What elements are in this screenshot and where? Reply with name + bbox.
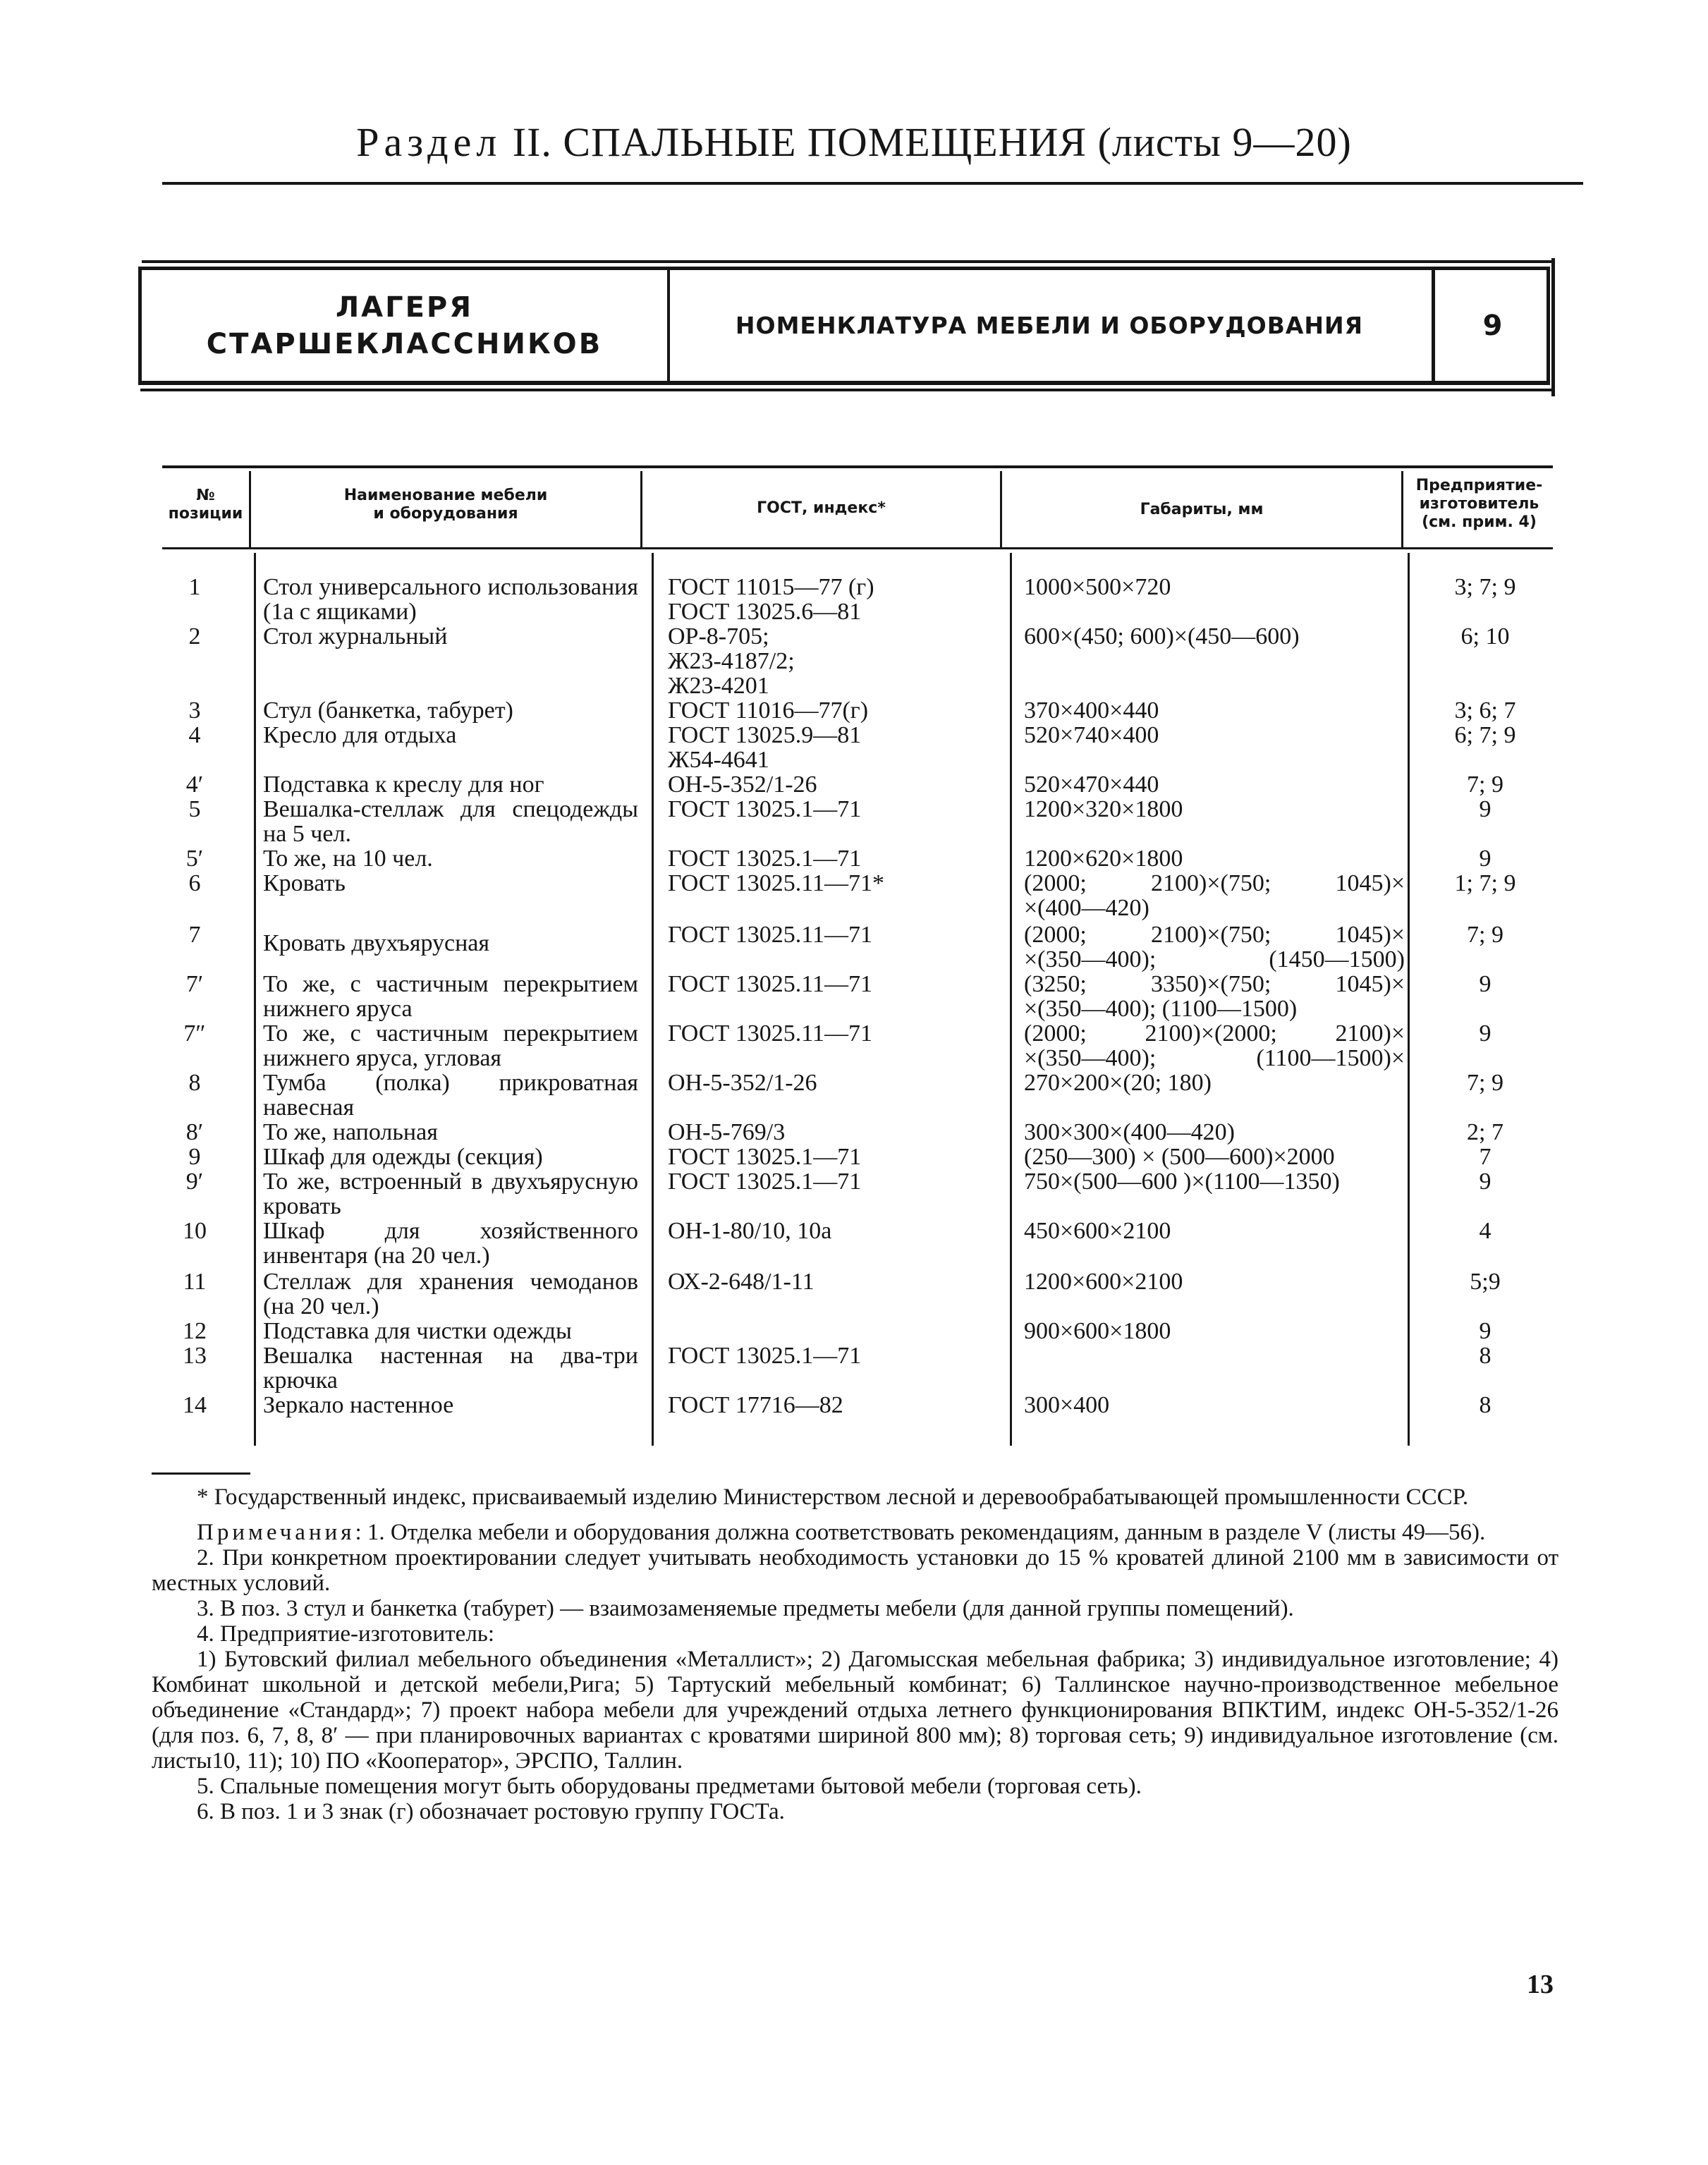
header-box-outer-edge: [1551, 258, 1555, 396]
note-2: 2. При конкретном проектировании следует учитывать необходимость установки до 15 % кроватей длиной 2100 мм в зависимости от местных условий.: [152, 1545, 1558, 1596]
cell-gost: ОХ-2-648/1-11: [668, 1269, 815, 1295]
header-sheet-title: НОМЕНКЛАТУРА МЕБЕЛИ И ОБОРУДОВАНИЯ: [735, 312, 1364, 339]
cell-manufacturer: 7: [1479, 1144, 1492, 1170]
cell-manufacturer: 8: [1479, 1343, 1492, 1369]
cell-dimensions-line: (250—300) × (500—600)×2000: [1024, 1144, 1335, 1170]
section-title: [0, 118, 1708, 166]
cell-position: 2: [188, 623, 201, 650]
cell-dimensions-line: (2000; 2100)×(2000; 2100)×: [1024, 1020, 1405, 1047]
cell-dimensions-line: 1200×600×2100: [1024, 1269, 1183, 1295]
cell-manufacturer: 7; 9: [1467, 1070, 1503, 1096]
cell-name: Стеллаж для хранения чемоданов (на 20 чел.): [263, 1269, 638, 1319]
cell-dimensions: [1024, 1120, 1405, 1145]
cell-dimensions: [1024, 624, 1405, 649]
cell-dimensions-line: 1200×320×1800: [1024, 796, 1183, 822]
note-3: 3. В поз. 3 стул и банкетка (табурет) — взаимозаменяемые предметы мебели (для данной группы помещений).: [197, 1596, 1294, 1621]
notes-label: Примечания: [197, 1520, 355, 1545]
cell-manufacturer: 9: [1479, 796, 1492, 822]
note-4-list: 1) Бутовский филиал мебельного объединения «Металлист»; 2) Дагомысская мебельная фабрика; 3) индивидуальное изготовление; 4) Комбинат школьной и детской мебели,Рига; 5) Тартуский мебельный комбинат; 6) Таллинское научно-производственное мебельное объединение «Стандард»; 7) проект набора мебели для учреждений отдыха летнего функционирования ВПКТИМ, индекс ОН-5-352/1-26 (для поз. 6, 7, 8, 8′ — при планировочных вариантах с кроватями шириной 800 мм); 8) торговая сеть; 9) индивидуальное изготовление (см. листы10, 11); 10) ПО «Кооператор», ЭРСПО, Таллин.: [152, 1647, 1558, 1774]
cell-name: Зеркало настенное: [263, 1392, 454, 1418]
note-5: 5. Спальные помещения могут быть оборудованы предметами бытовой мебели (торговая сеть).: [197, 1774, 1142, 1799]
cell-dimensions-line: 900×600×1800: [1024, 1318, 1171, 1344]
cell-gost: ГОСТ 13025.1—71: [668, 1169, 862, 1195]
section-title-prefix: Раздел: [356, 119, 502, 165]
cell-gost: ОН-5-352/1-26: [668, 1070, 817, 1096]
cell-dimensions-line: (2000; 2100)×(750; 1045)×: [1024, 870, 1405, 896]
cell-gost: ОН-5-769/3: [668, 1119, 786, 1145]
cell-name: Кресло для отдыха: [263, 722, 457, 748]
cell-dimensions: [1024, 922, 1405, 972]
cell-gost: ГОСТ 17716—82: [668, 1392, 843, 1418]
cell-dimensions: [1024, 1021, 1405, 1071]
cell-dimensions-line: (3250; 3350)×(750; 1045)×: [1024, 971, 1405, 997]
column-divider: [254, 553, 256, 1446]
cell-dimensions-line: ×(400—420): [1024, 895, 1149, 921]
column-divider: [1010, 553, 1012, 1446]
cell-manufacturer: 1; 7; 9: [1454, 870, 1516, 896]
cell-name: То же, с частичным перекрытием нижнего яруса: [263, 971, 638, 1022]
cell-position: 3: [188, 697, 201, 724]
cell-dimensions-line: ×(350—400); (1100—1500): [1024, 996, 1298, 1022]
column-divider: [652, 553, 654, 1446]
cell-dimensions-line: 270×200×(20; 180): [1024, 1070, 1212, 1096]
cell-dimensions-line: 450×600×2100: [1024, 1218, 1171, 1244]
column-divider: [1408, 553, 1410, 1446]
cell-manufacturer: 7; 9: [1467, 922, 1503, 948]
cell-dimensions-line: 520×740×400: [1024, 722, 1159, 748]
cell-name: То же, на 10 чел.: [263, 846, 433, 872]
cell-gost: ГОСТ 13025.11—71*: [668, 870, 884, 896]
cell-gost: ГОСТ 13025.1—71: [668, 1343, 862, 1369]
cell-manufacturer: 4: [1479, 1218, 1492, 1244]
cell-gost: ГОСТ 13025.11—71: [668, 971, 872, 997]
cell-gost: ГОСТ 11016—77(г): [668, 697, 869, 724]
cell-dimensions: [1024, 1145, 1405, 1169]
cell-position: 7: [188, 922, 201, 948]
cell-dimensions: [1024, 1169, 1405, 1194]
cell-name: Вешалка-стеллаж для спецодежды на 5 чел.: [263, 796, 638, 847]
title-rule: [162, 182, 1583, 185]
cell-name: Стол универсального использования (1а с ящиками): [263, 574, 638, 625]
cell-position: 4: [188, 722, 201, 748]
cell-dimensions: [1024, 575, 1405, 599]
cell-position: 7′: [185, 971, 204, 997]
cell-dimensions-line: 1000×500×720: [1024, 574, 1171, 600]
cell-name: Вешалка настенная на два-три крючка: [263, 1343, 638, 1393]
cell-manufacturer: 9: [1479, 1318, 1492, 1344]
cell-name: Кровать двухъярусная: [263, 930, 490, 956]
cell-name: Тумба (полка) прикроватная навесная: [263, 1070, 638, 1121]
cell-gost: ГОСТ 13025.11—71: [668, 1020, 872, 1047]
cell-name: Шкаф для хозяйственного инвентаря (на 20 чел.): [263, 1218, 638, 1269]
cell-position: 13: [183, 1343, 207, 1369]
cell-position: 11: [183, 1269, 207, 1295]
table-top-rule: [162, 465, 1553, 468]
cell-dimensions-line: 600×(450; 600)×(450—600): [1024, 623, 1300, 650]
cell-position: 4′: [185, 772, 204, 798]
cell-gost: ГОСТ 13025.1—71: [668, 1144, 862, 1170]
cell-manufacturer: 2; 7: [1467, 1119, 1503, 1145]
cell-manufacturer: 7; 9: [1467, 772, 1503, 798]
note-6: 6. В поз. 1 и 3 знак (г) обозначает ростовую группу ГОСТа.: [197, 1799, 785, 1824]
cell-position: 8: [188, 1070, 201, 1096]
cell-dimensions: [1024, 1319, 1405, 1343]
cell-dimensions: [1024, 698, 1405, 723]
column-header-gost: ГОСТ, индекс*: [757, 499, 886, 517]
cell-dimensions-line: 370×400×440: [1024, 697, 1159, 724]
cell-dimensions: [1024, 772, 1405, 797]
cell-manufacturer: 8: [1479, 1392, 1492, 1418]
footnote-text: * Государственный индекс, присваиваемый изделию Министерством лесной и деревообрабатывающей промышленности СССР.: [197, 1484, 1469, 1510]
cell-gost: ОН-1-80/10, 10а: [668, 1218, 832, 1244]
cell-dimensions-line: 750×(500—600 )×(1100—1350): [1024, 1169, 1340, 1195]
cell-dimensions-line: 1200×620×1800: [1024, 846, 1183, 872]
cell-position: 9: [188, 1144, 201, 1170]
cell-name: Кровать: [263, 870, 346, 896]
cell-dimensions: [1024, 846, 1405, 871]
cell-position: 12: [183, 1318, 207, 1344]
header-project-type-line1: ЛАГЕРЯ: [335, 291, 474, 324]
cell-dimensions: [1024, 1393, 1405, 1417]
cell-position: 8′: [185, 1119, 204, 1145]
cell-position: 1: [188, 574, 201, 600]
note-4: 4. Предприятие-изготовитель:: [197, 1621, 495, 1647]
footnote-rule: [152, 1472, 250, 1475]
cell-name: Подставка к креслу для ног: [263, 772, 544, 798]
cell-name: Стол журнальный: [263, 623, 448, 650]
section-title-rest: II. СПАЛЬНЫЕ ПОМЕЩЕНИЯ (листы 9—20): [501, 119, 1352, 165]
cell-manufacturer: 3; 6; 7: [1454, 697, 1516, 724]
cell-dimensions: [1024, 1071, 1405, 1095]
cell-name: То же, напольная: [263, 1119, 438, 1145]
cell-name: Стул (банкетка, табурет): [263, 697, 513, 724]
cell-gost: ГОСТ 13025.9—81 Ж54-4641: [668, 722, 862, 773]
column-header-dimensions: Габариты, мм: [1140, 501, 1264, 518]
column-header-name: Наименование мебели и оборудования: [343, 487, 548, 523]
cell-manufacturer: 9: [1479, 971, 1492, 997]
cell-name: То же, с частичным перекрытием нижнего яруса, угловая: [263, 1020, 638, 1071]
cell-name: Шкаф для одежды (секция): [263, 1144, 543, 1170]
page-number: 13: [1527, 1970, 1554, 1999]
cell-dimensions: [1024, 1219, 1405, 1243]
note-1-text: : 1. Отделка мебели и оборудования должна соответствовать рекомендациям, данным в разделе V (листы 49—56).: [355, 1520, 1486, 1545]
cell-dimensions: [1024, 871, 1405, 920]
sheet-header-box: [138, 267, 1550, 385]
cell-dimensions: [1024, 972, 1405, 1021]
column-header-no: № позиции: [168, 487, 243, 523]
cell-gost: ГОСТ 13025.1—71: [668, 796, 862, 822]
table-header-rule: [162, 547, 1553, 549]
note-1: [152, 1520, 1558, 1545]
header-project-type-line2: СТАРШЕКЛАССНИКОВ: [206, 327, 603, 360]
cell-position: 5: [188, 796, 201, 822]
cell-manufacturer: 9: [1479, 1020, 1492, 1047]
header-sheet-number: 9: [1482, 309, 1503, 342]
cell-dimensions-line: (2000; 2100)×(750; 1045)×: [1024, 922, 1405, 948]
cell-dimensions-line: ×(350—400); (1450—1500): [1024, 946, 1405, 972]
cell-gost: ГОСТ 13025.11—71: [668, 922, 872, 948]
cell-gost: ГОСТ 11015—77 (г) ГОСТ 13025.6—81: [668, 574, 874, 625]
cell-position: 6: [188, 870, 201, 896]
cell-name: Подставка для чистки одежды: [263, 1318, 572, 1344]
cell-manufacturer: 3; 7; 9: [1454, 574, 1516, 600]
cell-position: 5′: [185, 846, 204, 872]
header-project-type: [142, 270, 667, 381]
cell-manufacturer: 6; 10: [1460, 623, 1510, 650]
cell-dimensions: [1024, 723, 1405, 748]
cell-dimensions-line: 300×400: [1024, 1392, 1110, 1418]
cell-manufacturer: 5;9: [1470, 1269, 1501, 1295]
cell-manufacturer: 9: [1479, 1169, 1492, 1195]
cell-position: 10: [183, 1218, 207, 1244]
cell-gost: ОР-8-705; Ж23-4187/2; Ж23-4201: [668, 623, 795, 699]
cell-position: 14: [183, 1392, 207, 1418]
cell-manufacturer: 6; 7; 9: [1454, 722, 1516, 748]
notes-block: [152, 1484, 1558, 1824]
column-header-manufacturer: Предприятие- изготовитель (см. прим. 4): [1415, 477, 1543, 531]
cell-position: 7″: [183, 1020, 206, 1047]
cell-name: То же, встроенный в двухъярусную кровать: [263, 1169, 638, 1219]
cell-dimensions-line: ×(350—400); (1100—1500)×: [1024, 1045, 1405, 1071]
cell-gost: ГОСТ 13025.1—71: [668, 846, 862, 872]
cell-gost: ОН-5-352/1-26: [668, 772, 817, 798]
cell-dimensions-line: 300×300×(400—420): [1024, 1119, 1235, 1145]
cell-dimensions-line: 520×470×440: [1024, 772, 1159, 798]
cell-manufacturer: 9: [1479, 846, 1492, 872]
cell-dimensions: [1024, 1269, 1405, 1294]
cell-position: 9′: [185, 1169, 204, 1195]
cell-dimensions: [1024, 797, 1405, 822]
